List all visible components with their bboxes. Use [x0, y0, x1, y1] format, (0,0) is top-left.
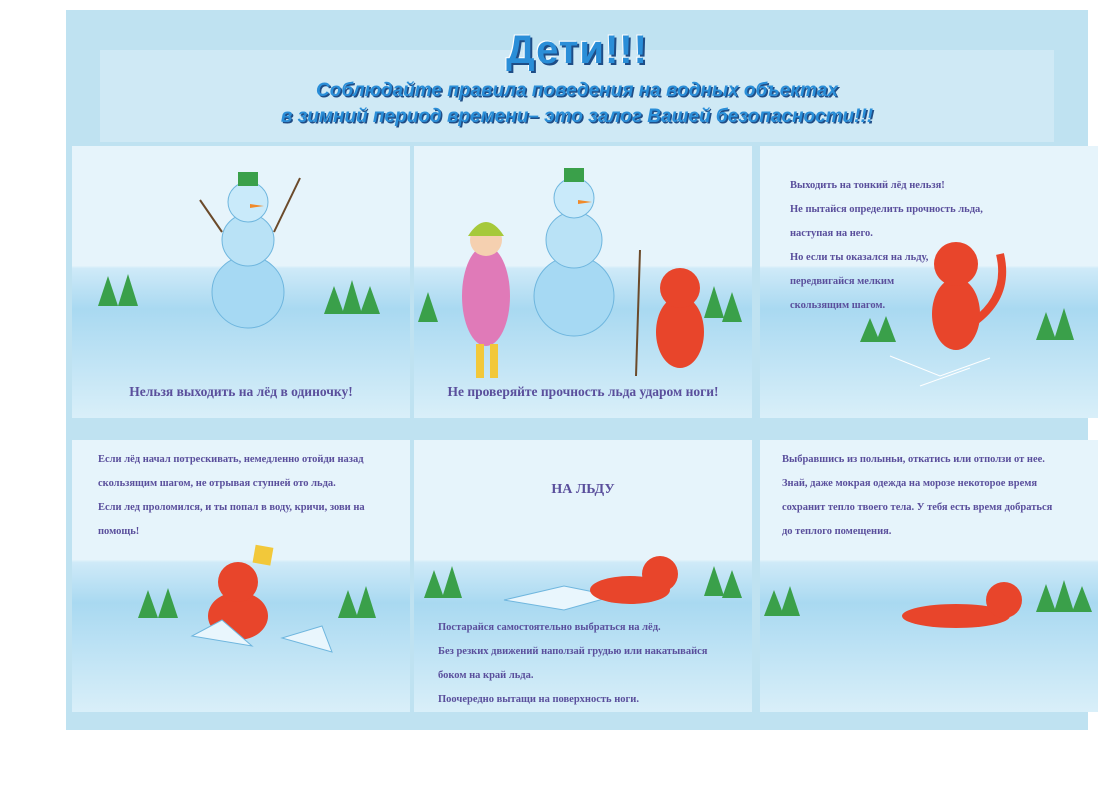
panel-text: [782, 448, 1052, 544]
panel-ice-alone: [72, 146, 410, 418]
panel-on-the-ice: [414, 440, 752, 712]
panel-caption: Не проверяйте прочность льда ударом ноги!: [447, 384, 719, 399]
text-line: помощь!: [98, 526, 140, 537]
poster-title: Дети!!!: [506, 28, 648, 72]
text-line: до теплого помещения.: [782, 526, 892, 537]
text-line: Знай, даже мокрая одежда на морозе некоторое время: [782, 478, 1038, 489]
panel-caption: Нельзя выходить на лёд в одиночку!: [129, 384, 353, 399]
text-line: скользящим шагом, не отрывая ступней ото льда.: [98, 478, 336, 489]
panel-roll-away: [760, 440, 1098, 712]
text-line: сохранит тепло твоего тела. У тебя есть время добраться: [782, 502, 1053, 513]
text-line: скользящим шагом.: [790, 300, 886, 311]
panel-heading: НА ЛЬДУ: [551, 482, 615, 497]
safety-poster: [66, 10, 1088, 730]
text-line: Выходить на тонкий лёд нельзя!: [790, 180, 945, 191]
panel-ice-cracking: [72, 440, 410, 712]
text-line: Без резких движений наползай грудью или накатывайся: [438, 646, 708, 657]
panel-text: [98, 448, 365, 544]
poster-subtitle-line2: в зимний период времени– это залог Вашей безопасности!!!: [280, 106, 874, 127]
girl-snowman-cat-illustration: [414, 146, 752, 418]
panel-thin-ice: [760, 146, 1098, 418]
text-line: Но если ты оказался на льду,: [790, 252, 929, 263]
text-line: Если лёд начал потрескивать, немедленно отойди назад: [98, 454, 364, 465]
panel-text: [790, 174, 983, 318]
panel-do-not-test-ice: [414, 146, 752, 418]
text-line: Выбравшись из полыньи, откатись или отползи от нее.: [782, 454, 1045, 465]
text-line: передвигайся мелким: [790, 276, 895, 287]
text-line: боком на край льда.: [438, 670, 534, 681]
text-line: Не пытайся определить прочность льда,: [790, 204, 983, 215]
poster-subtitle-line1: Соблюдайте правила поведения на водных объектах: [316, 80, 838, 101]
text-line: Постарайся самостоятельно выбраться на лёд.: [438, 622, 661, 633]
panel-text: [438, 616, 707, 712]
snowman-illustration: [72, 146, 410, 418]
text-line: Поочередно вытащи на поверхность ноги.: [438, 694, 639, 705]
text-line: Если лед проломился, и ты попал в воду, кричи, зови на: [98, 502, 365, 513]
text-line: наступая на него.: [790, 228, 873, 239]
